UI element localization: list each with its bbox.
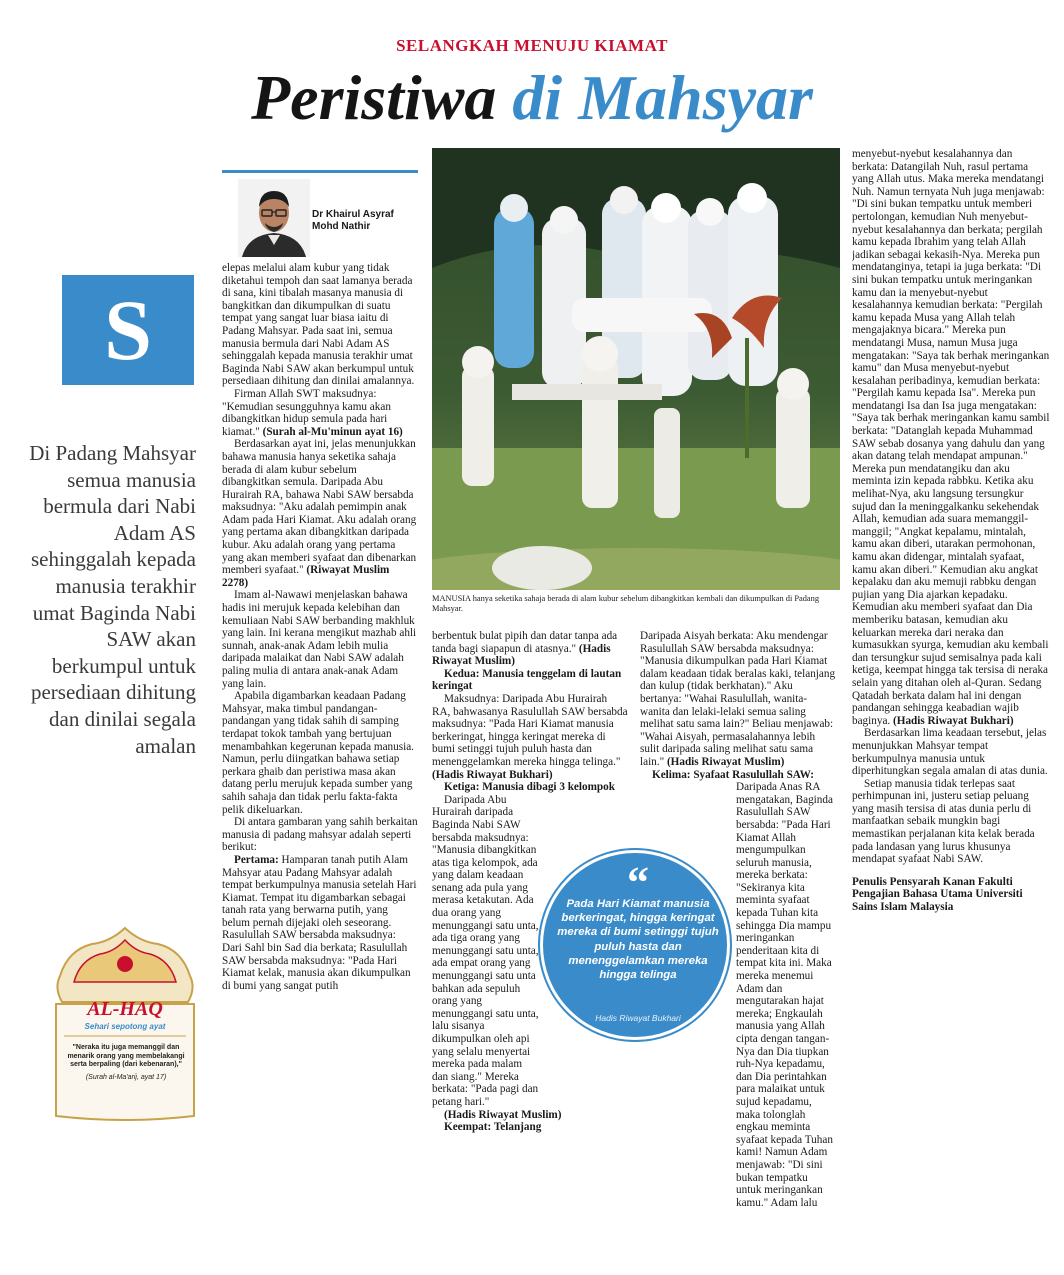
paragraph: Apabila digambarkan keadaan Padang Mahsyar, maka timbul pandangan-pandangan yang tidak sahih di samping terdapat tokok tambah yang bertujuan menambahkan kegerunan kepada manusia. Namun, perlu diingatkan bahawa setiap perkara ghaib dan peristiwa masa akan datang perlu merujuk kepada sumber yang sahih sahaja dan tidak perlu fakta-fakta pelik dikeluarkan. [222, 690, 414, 816]
section-heading [432, 668, 628, 693]
article-column-4 [852, 148, 1050, 1252]
paragraph [432, 1109, 628, 1122]
paragraph-text: Hamparan tanah putih Alam Mahsyar atau Padang Mahsyar adalah tempat berkumpulnya manusia setelah Hari Kiamat. Tempat itu digambarkan sebagai tanah rata yang berwarna putih, yang belum pernah dijejaki oleh seseorang. Rasulullah SAW bersabda maksudnya: Dari Sahl bin Sad dia berkata; Rasulullah SAW bersabda maksudnya: "Pada Hari Kiamat kelak, manusia akan dikumpulkan di bumi yang sangat putih [222, 853, 417, 992]
paragraph: Di antara gambaran yang sahih berkaitan manusia di padang mahsyar adalah seperti berikut: [222, 816, 418, 854]
paragraph: Daripada Anas RA mengatakan, Baginda Rasulullah SAW bersabda: "Pada Hari Kiamat Allah mengumpulkan seluruh manusia, mereka berkata: "Sekiranya kita meminta syafaat kepada Tuhan kita sehingga Dia mampu meringankan penderitaan kita di tempat kita ini. Maka mereka menemui Adam dan mengutarakan hajat mereka; Engkaulah manusia yang Allah cipta dengan tangan-Nya dan Dia tiupkan ruh-Nya kepadamu, dan Dia perintahkan para malaikat untuk sujud kepadamu, maka tolonglah engkau meminta syafaat kepada Tuhan kami! Namun Adam menjawab: "Di sini bukan tempatku untuk meringankan kamu." Adam lalu [736, 781, 833, 1209]
author-byline [222, 170, 418, 256]
al-haq-verse-ref: (Surah al-Ma'arij, ayat 17) [85, 1073, 167, 1081]
reference: (Hadis Riwayat Muslim) [666, 755, 785, 768]
quote-source: Hadis Riwayat Bukhari [595, 1013, 681, 1023]
paragraph-text: Maksudnya: Daripada Abu Hurairah RA, bahwasanya Rasulullah SAW bersabda maksudnya: "Pada Hari Kiamat manusia berkeringat, hingga keringat mereka di bumi setinggi tujuh puluh hasta dan menenggelamkan mereka hingga telinga." [432, 692, 628, 768]
reference: (Hadis Riwayat Bukhari) [893, 714, 1014, 727]
author-bio: Penulis Pensyarah Kanan Fakulti Pengajian Bahasa Utama Universiti Sains Islam Malaysia [852, 875, 1023, 914]
reference: (Hadis Riwayat Muslim) [432, 642, 611, 668]
paragraph: Berdasarkan lima keadaan tersebut, jelas menunjukkan Mahsyar tempat berkumpulnya manusia untuk diperhitungkan segala amalan di atas dunia. [852, 727, 1048, 778]
article-column-1 [222, 262, 418, 1252]
headline-part-1: Peristiwa [251, 62, 497, 133]
section-heading [432, 1121, 628, 1134]
drop-cap: S [62, 275, 194, 385]
paragraph: Daripada Abu Hurairah daripada Baginda Nabi SAW bersabda maksudnya: "Manusia dibangkitkan atas tiga kelompok, ada yang dalam keadaan senang ada pula yang merasa ketakutan. Ada dua orang yang menunggangi satu unta, ada tiga orang yang menunggangi satu unta, ada empat orang yang menunggangi satu unta bahkan ada sepuluh orang yang menunggangi satu unta, lalu sisanya dikumpulkan oleh api yang selalu menyertai mereka pada malam dan siang." Mereka berkata: "Pada pagi dan petang hari." [432, 793, 539, 1108]
reference: (Surah al-Mu'minun ayat 16) [262, 425, 403, 438]
quote-text: Pada Hari Kiamat manusia berkeringat, hingga keringat mereka di bumi setinggi tujuh puluh hasta dan menenggelamkan mereka hingga telinga [557, 898, 719, 982]
paragraph: elepas melalui alam kubur yang tidak diketahui tempoh dan saat lamanya berada di sana, kini tibalah masanya manusia di bangkitkan dan dikumpulkan di suatu tempat yang sangat luar biasa iaitu di Padang Mahsyar. Pada saat ini, semua manusia bermula dari Nabi Adam AS sehinggalah kepada manusia terakhir umat Baginda Nabi SAW akan berkumpul untuk persediaan dihitung dan dinilai amalannya. [222, 262, 415, 388]
reference: (Riwayat Muslim 2278) [222, 564, 390, 589]
section-lead: Kelima: [652, 768, 691, 781]
al-haq-subtitle: Sehari sepotong ayat [84, 1022, 166, 1031]
paragraph-text: menyebut-nyebut kesalahannya dan berkata: Datangilah Nuh, rasul pertama yang Allah utus. Maka mereka mendatangi Nuh. Namun ternyata Nuh juga menjawab: "Di sini bukan tempatku untuk memberi pertolongan, kemudian Nuh menyebut-nyebut kesalahannya dan berkata; pergilah kamu kepada Ibrahim yang telah Allah jadikan sebagai kekasih-Nya. Mereka pun mendatanginya, tetapi ia juga berkata: "Di sini bukan tempatku untuk meringankan kamu dan ia menyebut-nyebut kesalahannya kemudian berkata: "Pergilah kamu kepada Musa yang Allah telah mengajaknya bicara." Mereka pun mendatangi Musa, namun Musa juga mengatakan: "Saya tak berhak meringankan kamu" dan Musa menyebut-nyebut kesalahan peribadinya, kemudian berkata: "Pergilah kamu kepada Isa". Mereka pun mendatangi Isa dan Isa juga mengatakan: "Saya tak berhak meringankan kamu sambil berkata: "Datanglah kepada Muhammad SAW sebab dosanya yang dahulu dan yang akan datang telah mendapat ampunan." Mereka pun mendatangiku dan aku meminta izin kepada rabbku. Ketika aku melihat-Nya, aku langsung tersungkur sujud dan Ia meninggalkanku sekehendak Allah, kemudian ada suara memanggil-manggil; "Angkat kepalamu, mintalah, kamu akan diberi, utarakan permohonan, kamu akan didengar, mintalah syafaat, kamu akan diberi." Kemudian aku angkat kepalaku dan aku memuji rabbku dengan pujian yang Dia ajarkan kepadaku. Kemudian aku memberi syafaat dan Dia memberiku batasan, kemudian aku keluarkan mereka dari neraka dan kumasukkan syurga, kemudian aku kembali dan tersungkur sujud semisalnya pada kali ketiga, keempat hingga tak tersisa di neraka selain yang ditahan oleh al-Quran. Sedang Qatadah berkata dalam hal ini dengan pandangan sehingga keabadian wajib baginya. [852, 148, 1050, 727]
paragraph-text: Berdasarkan ayat ini, jelas menunjukkan bahawa manusia hanya seketika sahaja berada di alam kubur sebelum dibangkitkan semula. Daripada Abu Hurairah RA, bahawa Nabi SAW bersabda maksudnya: "Aku adalah pemimpin anak Adam pada Hari Kiamat. Aku adalah orang yang pertama akan dibangkitkan daripada kubur. Aku adalah orang yang pertama yang akan memberi syafaat dan dibenarkan memberi syafaat." [222, 438, 417, 577]
al-haq-verse-text: "Neraka itu juga memanggil dan menarik orang yang membelakangi serta berpaling (dari kebenaran)," [67, 1044, 185, 1068]
section-lead: Ketiga: [444, 781, 480, 794]
section-lead: Kedua: [444, 667, 480, 680]
author-name: Dr Khairul Asyraf Mohd Nathir [312, 209, 394, 232]
paragraph: Setiap manusia tidak terlepas saat perhimpunan ini, justeru setiap peluang yang masih tersisa di atas dunia perlu di manfaatkan sebaik mungkin bagi memastikan perjalanan kita kelak berada pada landasan yang lurus khusunya mendapat syafaat Nabi SAW. [852, 777, 1035, 866]
paragraph-text: Daripada Aisyah berkata: Aku mendengar Rasulullah SAW bersabda maksudnya: "Manusia dikumpulkan pada Hari Kiamat dalam keadaan tidak beralas kaki, telanjang dan kulup (tidak berkhatan)." Aku bertanya: "Wahai Rasulullah, wanita-wanita dan lelaki-lelaki semua saling melihat satu sama lain?" Beliau menjawab: "Wahai Aisyah, permasalahannya lebih sulit daripada saling melihat satu sama lain." [640, 630, 836, 768]
section-lead: Keempat: [444, 1121, 492, 1134]
quote-mark-icon: “ [627, 858, 649, 907]
paragraph [222, 438, 418, 589]
paragraph [222, 854, 418, 993]
reference: (Hadis Riwayat Muslim) [444, 1108, 562, 1121]
headline-part-2: di Mahsyar [512, 62, 813, 133]
photo-caption: MANUSIA hanya seketika sahaja berada di alam kubur sebelum dibangkitkan kembali dan dikumpulkan di Padang Mahsyar. [432, 594, 820, 613]
section-kicker: SELANGKAH MENUJU KIAMAT [396, 36, 668, 55]
section-title: Syafaat Rasulullah SAW: [693, 768, 814, 781]
paragraph [432, 693, 628, 781]
paragraph [432, 630, 628, 668]
section-title: Telanjang [493, 1121, 542, 1134]
section-lead: Pertama: [234, 853, 279, 866]
paragraph [222, 388, 418, 438]
al-haq-title: AL-HAQ [87, 998, 163, 1020]
paragraph [640, 630, 836, 769]
paragraph-text: Firman Allah SWT maksudnya: "Kemudian sesungguhnya kamu akan dibangkitkan hidup semula pada hari kiamat." [222, 387, 391, 438]
author-photo [238, 179, 310, 257]
headline [0, 58, 1064, 138]
al-haq-verse [64, 1044, 188, 1082]
section-title: Manusia dibagi 3 kelompok [482, 781, 615, 794]
paragraph-text: berbentuk bulat pipih dan datar tanpa ada tanda bagi siapapun di atasnya." [432, 630, 618, 655]
paragraph [852, 148, 1050, 727]
cemetery-burial-photo [432, 148, 840, 590]
section-heading [640, 769, 836, 782]
al-haq-box [50, 924, 200, 1122]
pull-quote: Di Padang Mahsyar semua manusia bermula dari Nabi Adam AS sehinggalah kepada manusia terakhir umat Baginda Nabi SAW akan berkumpul untuk persediaan dihitung dan dinilai segala amalan [29, 441, 196, 758]
section-title: Manusia tenggelam di lautan keringat [432, 667, 622, 693]
quote-bubble [540, 850, 730, 1040]
paragraph: Imam al-Nawawi menjelaskan bahawa hadis ini merujuk kepada kelebihan dan kemuliaan Nabi SAW berbanding makhluk yang lain. Ini kerana mengikut mazhab ahli sunnah, anak-anak Adam lebih mulia daripada malaikat dan Nabi SAW adalah paling mulia di antara anak-anak Adam yang lain. [222, 589, 417, 690]
reference: (Hadis Riwayat Bukhari) [432, 768, 553, 781]
section-heading [432, 781, 628, 794]
